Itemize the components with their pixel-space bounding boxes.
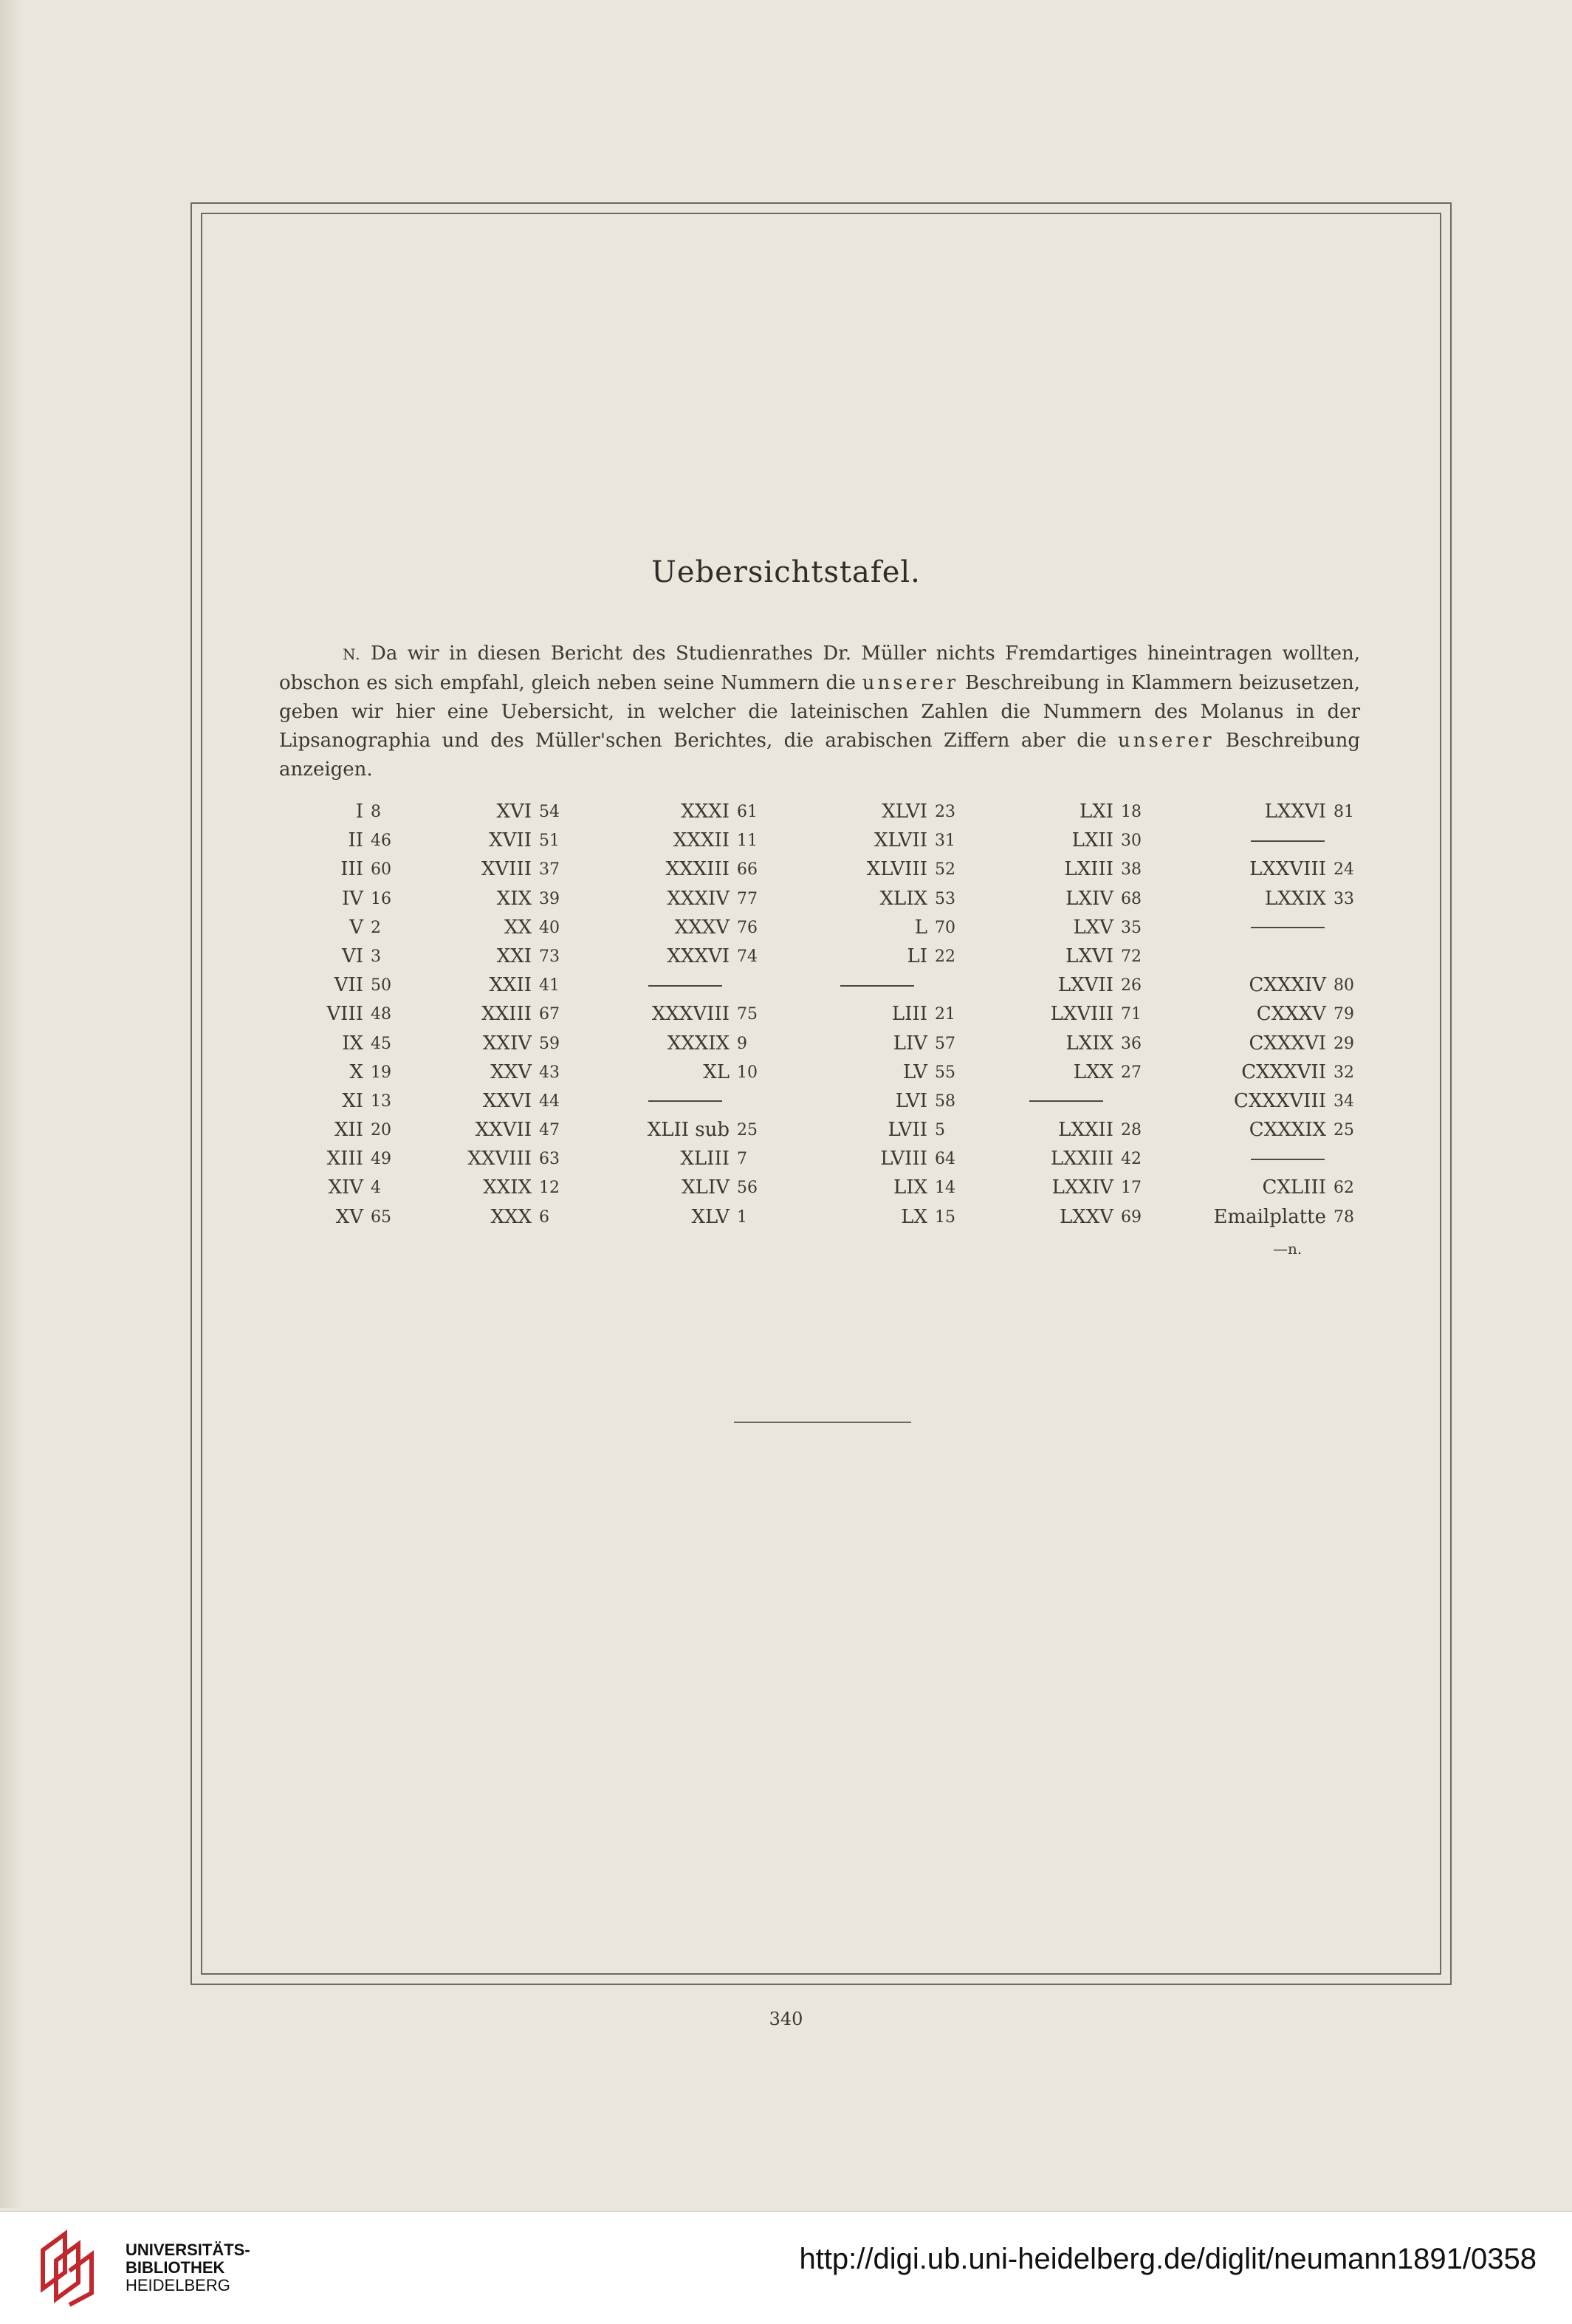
arabic-number: 65 (371, 1207, 391, 1227)
table-row (1184, 1087, 1363, 1116)
arabic-number: 11 (737, 832, 758, 851)
roman-numeral: XLVIII (866, 858, 927, 881)
table-row (629, 1116, 777, 1145)
roman-numeral: XXXIX (667, 1032, 730, 1055)
arabic-number: 7 (737, 1150, 747, 1169)
arabic-number: 31 (935, 832, 955, 851)
table-row (821, 942, 975, 971)
roman-numeral: XLVI (882, 801, 927, 823)
roman-numeral: LXX (1073, 1060, 1113, 1083)
arabic-number: 6 (539, 1207, 549, 1227)
table-row (629, 1173, 777, 1202)
arabic-number: 10 (737, 1063, 758, 1082)
arabic-number: 26 (1121, 976, 1142, 995)
table-row (261, 826, 411, 855)
roman-numeral: LV (903, 1060, 927, 1083)
roman-numeral: XL (703, 1060, 730, 1083)
arabic-number: 19 (371, 1063, 391, 1082)
dash-rule (648, 985, 722, 987)
roman-numeral: CXXXVIII (1233, 1089, 1326, 1112)
arabic-number: 77 (737, 889, 758, 908)
roman-numeral: XIX (496, 887, 532, 910)
roman-numeral: LVI (895, 1089, 927, 1112)
table-row (1010, 942, 1161, 971)
arabic-number: 42 (1121, 1150, 1142, 1169)
arabic-number: 39 (539, 889, 560, 908)
arabic-number: 63 (539, 1150, 560, 1169)
roman-numeral: LXXIX (1264, 887, 1326, 910)
table-row (821, 885, 975, 914)
table-row (433, 1116, 579, 1145)
library-name (126, 2241, 250, 2294)
arabic-number: 57 (935, 1034, 955, 1053)
roman-numeral: XXXVIII (651, 1003, 730, 1026)
table-row (821, 798, 975, 826)
table-row (1010, 798, 1161, 826)
table-row (261, 798, 411, 826)
roman-numeral: LXXII (1058, 1119, 1113, 1142)
dash-rule (1251, 840, 1325, 842)
intro-emphasis-2: unserer (1118, 730, 1215, 752)
roman-numeral: III (340, 858, 363, 881)
signoff: —n. (1273, 1240, 1302, 1258)
table-row (629, 826, 777, 855)
table-row (1010, 885, 1161, 914)
roman-numeral: IV (341, 887, 363, 910)
arabic-number: 69 (1121, 1207, 1142, 1227)
arabic-number: 62 (1334, 1179, 1354, 1198)
arabic-number: 44 (539, 1091, 560, 1111)
arabic-number: 3 (371, 947, 381, 966)
roman-numeral: LXXIV (1051, 1176, 1113, 1199)
table-row (433, 1000, 579, 1029)
table-row (629, 1058, 777, 1087)
roman-numeral: L (914, 916, 927, 939)
arabic-number: 1 (737, 1207, 747, 1227)
arabic-number: 59 (539, 1034, 560, 1053)
roman-numeral: XLII sub (647, 1119, 730, 1142)
table-column-5 (1010, 798, 1161, 1232)
arabic-number: 50 (371, 976, 391, 995)
table-row (433, 826, 579, 855)
roman-numeral: X (349, 1060, 363, 1083)
arabic-number: 32 (1334, 1063, 1354, 1082)
roman-numeral: LXVII (1057, 974, 1113, 997)
arabic-number: 74 (737, 947, 758, 966)
roman-numeral: XXXIII (665, 858, 730, 881)
roman-numeral: XXVIII (467, 1148, 532, 1170)
table-row (433, 1029, 579, 1058)
arabic-number: 13 (371, 1091, 391, 1111)
arabic-number: 12 (539, 1179, 560, 1198)
table-row (629, 1029, 777, 1058)
table-row (629, 1000, 777, 1029)
roman-numeral: LI (907, 945, 927, 967)
arabic-number: 15 (935, 1207, 955, 1227)
table-row (433, 914, 579, 942)
intro-text (279, 640, 1360, 784)
roman-numeral: VIII (326, 1003, 363, 1026)
table-row (1184, 1058, 1363, 1087)
table-row (821, 826, 975, 855)
table-row (821, 855, 975, 884)
table-row (261, 1000, 411, 1029)
roman-numeral: XLIII (680, 1148, 730, 1170)
arabic-number: 60 (371, 860, 391, 880)
table-row (629, 885, 777, 914)
table-row (629, 942, 777, 971)
table-row (433, 1058, 579, 1087)
table-row (629, 914, 777, 942)
roman-numeral: XXVII (475, 1119, 532, 1142)
roman-numeral: LXIII (1064, 858, 1113, 881)
table-row (433, 1087, 579, 1116)
table-dash (629, 1087, 777, 1116)
roman-numeral: VI (341, 945, 363, 967)
table-row (1184, 798, 1363, 826)
table-column-3 (629, 798, 777, 1232)
intro-part-1: Da wir in diesen Bericht des Studienrathes Dr. Müller nichts Fremdartiges hineintragen wollten, obschon es sich empfahl, gleich neben seine Nummern die (279, 642, 1360, 694)
roman-numeral: LXIV (1065, 887, 1113, 910)
roman-numeral: LXXVIII (1249, 858, 1326, 881)
table-row (1184, 971, 1363, 1000)
table-dash (1184, 826, 1363, 855)
arabic-number: 72 (1121, 947, 1142, 966)
roman-numeral: LXVIII (1050, 1003, 1113, 1026)
table-row (261, 855, 411, 884)
table-row (1010, 1203, 1161, 1232)
table-row (261, 1058, 411, 1087)
table-row (261, 942, 411, 971)
table-row (261, 1145, 411, 1173)
arabic-number: 17 (1121, 1179, 1142, 1198)
table-row (433, 798, 579, 826)
arabic-number: 67 (539, 1005, 560, 1024)
arabic-number: 66 (737, 860, 758, 880)
arabic-number: 75 (737, 1005, 758, 1024)
table-column-4 (821, 798, 975, 1232)
arabic-number: 28 (1121, 1121, 1142, 1140)
roman-numeral: LIV (893, 1032, 927, 1055)
table-row (821, 1145, 975, 1173)
arabic-number: 8 (371, 803, 381, 821)
arabic-number: 81 (1334, 803, 1354, 821)
table-row (261, 914, 411, 942)
roman-numeral: LXVI (1065, 945, 1113, 967)
roman-numeral: IX (342, 1032, 363, 1055)
arabic-number: 23 (935, 803, 955, 821)
dash-rule (1251, 1159, 1325, 1160)
table-dash (629, 971, 777, 1000)
arabic-number: 27 (1121, 1063, 1142, 1082)
arabic-number: 5 (935, 1121, 945, 1140)
arabic-number: 40 (539, 918, 560, 937)
roman-numeral: LXXV (1059, 1205, 1113, 1228)
arabic-number: 36 (1121, 1034, 1142, 1053)
arabic-number: 53 (935, 889, 955, 908)
roman-numeral: XXX (490, 1205, 532, 1228)
arabic-number: 47 (539, 1121, 560, 1140)
arabic-number: 58 (935, 1091, 955, 1111)
table-dash (1184, 914, 1363, 942)
intro-paragraph (279, 640, 1360, 784)
intro-part-3: Beschreibung anzeigen. (279, 730, 1360, 781)
roman-numeral: I (355, 801, 363, 823)
arabic-number: 22 (935, 947, 955, 966)
arabic-number: 48 (371, 1005, 391, 1024)
roman-numeral: XXXII (673, 829, 730, 852)
dash-rule (1251, 927, 1325, 928)
table-blank (1184, 942, 1363, 971)
table-row (433, 942, 579, 971)
table-dash (1184, 1145, 1363, 1173)
ub-heidelberg-logo-icon (35, 2228, 109, 2308)
roman-numeral: XXV (490, 1060, 532, 1083)
table-row (1010, 826, 1161, 855)
arabic-number: 61 (737, 803, 758, 821)
roman-numeral: XXI (496, 945, 532, 967)
arabic-number: 79 (1334, 1005, 1354, 1024)
table-column-1 (261, 798, 411, 1232)
roman-numeral: LIII (891, 1003, 927, 1026)
arabic-number: 25 (1334, 1121, 1354, 1140)
arabic-number: 18 (1121, 803, 1142, 821)
table-row (261, 1116, 411, 1145)
library-name-line-3: HEIDELBERG (126, 2276, 230, 2294)
table-row (1184, 885, 1363, 914)
roman-numeral: XLIV (682, 1176, 730, 1199)
table-row (261, 885, 411, 914)
roman-numeral: XVI (496, 801, 532, 823)
arabic-number: 68 (1121, 889, 1142, 908)
table-row (1184, 1029, 1363, 1058)
intro-part-2: Beschreibung in Klammern beizusetzen, geben wir hier eine Uebersicht, in welcher die lateinischen Zahlen die Nummern des Molanus in der Lipsanographia und des Müller'schen Berichtes, die arabischen Ziffern aber die (279, 672, 1360, 752)
roman-numeral: II (348, 829, 363, 852)
roman-numeral: XXXV (674, 916, 730, 939)
arabic-number: 30 (1121, 832, 1142, 851)
arabic-number: 37 (539, 860, 560, 880)
roman-numeral: XLVII (873, 829, 927, 852)
table-row (629, 798, 777, 826)
arabic-number: 16 (371, 889, 391, 908)
arabic-number: 29 (1334, 1034, 1354, 1053)
arabic-number: 41 (539, 976, 560, 995)
table-row (629, 1145, 777, 1173)
arabic-number: 70 (935, 918, 955, 937)
page-edge (0, 0, 22, 2208)
roman-numeral: XV (335, 1205, 363, 1228)
dash-rule (648, 1100, 722, 1102)
roman-numeral: XLV (691, 1205, 730, 1228)
roman-numeral: XX (504, 916, 532, 939)
table-row (821, 1116, 975, 1145)
roman-numeral: VII (334, 974, 363, 997)
roman-numeral: V (349, 916, 363, 939)
table-row (821, 1029, 975, 1058)
arabic-number: 4 (371, 1179, 381, 1198)
source-url-link[interactable]: http://digi.ub.uni-heidelberg.de/diglit/neumann1891/0358 (799, 2243, 1537, 2275)
table-row (1184, 1173, 1363, 1202)
arabic-number: 25 (737, 1121, 758, 1140)
page-title: Uebersichtstafel. (651, 555, 921, 589)
roman-numeral: XII (334, 1119, 363, 1142)
arabic-number: 52 (935, 860, 955, 880)
section-rule (734, 1422, 911, 1423)
roman-numeral: LXV (1073, 916, 1113, 939)
arabic-number: 24 (1334, 860, 1354, 880)
dash-rule (840, 985, 914, 987)
roman-numeral: XXXIV (667, 887, 730, 910)
roman-numeral: LIX (893, 1176, 927, 1199)
table-row (821, 1087, 975, 1116)
table-row (433, 971, 579, 1000)
table-row (821, 1173, 975, 1202)
table-row (629, 855, 777, 884)
table-column-2 (433, 798, 579, 1232)
roman-numeral: CXLIII (1262, 1176, 1326, 1199)
roman-numeral: XXIX (483, 1176, 532, 1199)
intro-lead: N. (343, 645, 361, 663)
footer-bar (0, 2211, 1572, 2324)
roman-numeral: LXXIII (1050, 1148, 1113, 1170)
arabic-number: 51 (539, 832, 560, 851)
roman-numeral: XXXI (681, 801, 730, 823)
arabic-number: 2 (371, 918, 381, 937)
table-row (261, 1087, 411, 1116)
table-row (1010, 914, 1161, 942)
roman-numeral: LXII (1071, 829, 1113, 852)
table-row (821, 1000, 975, 1029)
table-row (629, 1203, 777, 1232)
table-row (1184, 1116, 1363, 1145)
arabic-number: 20 (371, 1121, 391, 1140)
arabic-number: 46 (371, 832, 391, 851)
table-row (261, 1203, 411, 1232)
page-number: 340 (769, 2009, 803, 2029)
roman-numeral: LVII (888, 1119, 927, 1142)
roman-numeral: XLIX (879, 887, 927, 910)
table-row (821, 914, 975, 942)
library-name-line-2: BIBLIOTHEK (126, 2258, 225, 2277)
roman-numeral: XIII (326, 1148, 363, 1170)
table-row (1010, 855, 1161, 884)
table-row (1010, 1116, 1161, 1145)
roman-numeral: CXXXV (1256, 1003, 1326, 1026)
roman-numeral: CXXXVII (1241, 1060, 1326, 1083)
roman-numeral: LXXVI (1264, 801, 1326, 823)
roman-numeral: XVIII (481, 858, 532, 881)
arabic-number: 43 (539, 1063, 560, 1082)
table-row (1010, 1173, 1161, 1202)
roman-numeral: Emailplatte (1213, 1205, 1326, 1228)
arabic-number: 35 (1121, 918, 1142, 937)
arabic-number: 9 (737, 1034, 747, 1053)
table-dash (1010, 1087, 1161, 1116)
roman-numeral: CXXXIX (1249, 1119, 1326, 1142)
arabic-number: 54 (539, 803, 560, 821)
table-row (821, 1058, 975, 1087)
roman-numeral: LVIII (880, 1148, 927, 1170)
table-row (433, 1173, 579, 1202)
arabic-number: 34 (1334, 1091, 1354, 1111)
arabic-number: 71 (1121, 1005, 1142, 1024)
roman-numeral: XI (342, 1089, 363, 1112)
arabic-number: 56 (737, 1179, 758, 1198)
table-row (821, 1203, 975, 1232)
arabic-number: 64 (935, 1150, 955, 1169)
table-row (1010, 1029, 1161, 1058)
table-row (1010, 971, 1161, 1000)
table-row (261, 1173, 411, 1202)
dash-rule (1029, 1100, 1103, 1102)
arabic-number: 14 (935, 1179, 955, 1198)
table-row (1010, 1145, 1161, 1173)
table-row (433, 1145, 579, 1173)
library-name-line-1: UNIVERSITÄTS- (126, 2241, 250, 2259)
table-row (1010, 1000, 1161, 1029)
table-row (261, 1029, 411, 1058)
roman-numeral: CXXXVI (1249, 1032, 1326, 1055)
table-row (433, 855, 579, 884)
roman-numeral: XXIV (482, 1032, 532, 1055)
arabic-number: 76 (737, 918, 758, 937)
arabic-number: 80 (1334, 976, 1354, 995)
table-column-6 (1184, 798, 1363, 1232)
arabic-number: 21 (935, 1005, 955, 1024)
table-row (1184, 855, 1363, 884)
table-row (1184, 1203, 1363, 1232)
intro-emphasis-1: unserer (862, 672, 959, 694)
roman-numeral: XIV (328, 1176, 363, 1199)
roman-numeral: XXIII (481, 1003, 532, 1026)
arabic-number: 55 (935, 1063, 955, 1082)
table-row (433, 885, 579, 914)
arabic-number: 73 (539, 947, 560, 966)
table-row (1010, 1058, 1161, 1087)
roman-numeral: XVII (489, 829, 532, 852)
roman-numeral: XXVI (482, 1089, 532, 1112)
roman-numeral: XXII (489, 974, 532, 997)
table-row (433, 1203, 579, 1232)
arabic-number: 45 (371, 1034, 391, 1053)
arabic-number: 49 (371, 1150, 391, 1169)
roman-numeral: LXIX (1065, 1032, 1113, 1055)
roman-numeral: XXXVI (667, 945, 730, 967)
roman-numeral: CXXXIV (1249, 974, 1326, 997)
roman-numeral: LXI (1079, 801, 1113, 823)
arabic-number: 33 (1334, 889, 1354, 908)
table-row (261, 971, 411, 1000)
table-dash (821, 971, 975, 1000)
arabic-number: 38 (1121, 860, 1142, 880)
arabic-number: 78 (1334, 1207, 1354, 1227)
roman-numeral: LX (901, 1205, 927, 1228)
table-row (1184, 1000, 1363, 1029)
